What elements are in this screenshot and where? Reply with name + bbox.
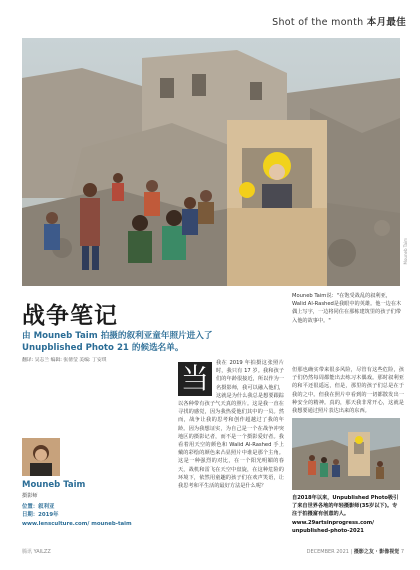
section-header <box>272 14 406 28</box>
secondary-photo-illustration <box>292 418 400 490</box>
author-avatar <box>22 438 60 476</box>
hero-illustration <box>22 38 400 286</box>
author-born: 日期：2019年 <box>22 512 59 519</box>
footer-left: 腾讯 YAILZZ <box>22 549 51 555</box>
article-subtitle: 由 Mouneb Taim 拍摄的叙利亚童年照片进入了 Unupblished Photo 21 的候选名单。 <box>22 331 213 353</box>
article-paragraph-1: 我在 2019 年拍摄这张照片时，我只有 17 岁。我和孩子们的年龄很接近，所以作为一名摄影师，我可以融入他们，这就是为什么我总是想要跟踪以各种带有孩子气天真的照片。这是我一直在寻找的感觉，因为我热爱他们其中的一员。然而，战争让我的思考和创作超越过了我的年龄。因为我想证实，为自己是一个在战争冲突地区的摄影记者，而不是一个摄影爱好者。我看着用天空的颜色和 Walid Al-Rashed 手上戴的彩绘的颜色来凸显照片中谁是那个主角。这是一种强烈的对比，在一个阳光明媚的春天，战机和雷飞在天空中盘旋，在这种危险的环境下，依然用童趣的孩子们在欢声笑语，让我思考和平生活的最好方法是什么呢？ <box>178 360 284 490</box>
footer-right: DECEMBER 2021 | 摄影之友 · 影像视觉 7 <box>306 549 404 555</box>
page-number: 7 <box>400 549 404 555</box>
article-title: 战争笔记 <box>22 302 118 329</box>
author-role: 摄影师 <box>22 493 38 499</box>
section-title-zh: 本月最佳 <box>366 17 406 28</box>
section-title-en: Shot of the month <box>272 17 364 28</box>
author-name: Mouneb Taim <box>22 480 86 490</box>
author-location: 位置：叙利亚 <box>22 504 55 510</box>
hero-photo <box>22 38 400 286</box>
hero-caption: Mouneb Taim说："在饱受战乱的叙利亚，Walid Al-Rashed是我眼中的英雄。他一边在木偶上写字，一边将同住在那栋建筑里的孩子们带入他的故事中。" <box>292 293 402 324</box>
footer-brand: 摄影之友 · 影像视觉 <box>353 549 400 555</box>
article-credits: 翻译: 吴志兰 编辑: 张倩莹 美编: 丁安琪 <box>22 358 107 363</box>
author-website[interactable]: www.lensculture.com/ mouneb-taim <box>22 520 132 527</box>
photo-credit-vertical: Mouneb Taim <box>403 238 408 265</box>
drop-cap: 当 <box>178 362 212 396</box>
secondary-caption: 自2018年以来，Unpublished Photo吸引了来自世界各地的年轻摄影师(35岁以下)。专注于拍摄富有创意的人。www.29artsinprogress.com/ unpublished-photo-2021 <box>292 495 399 534</box>
author-info <box>22 503 142 528</box>
footer-issue: DECEMBER 2021 <box>306 549 349 555</box>
author-avatar-illustration <box>22 438 60 476</box>
secondary-photo <box>292 418 400 490</box>
article-body-column-1 <box>178 359 284 490</box>
article-paragraph-2: 但那也确实带来很多风险，尽管有这些危险，孩子们仍然每周都能出去练习木偶戏。那时叙利亚的和平还很遥远，但是，那里的孩子们总是在于我的之中。但我在照片中看到的一切都散发出一种安全的精神。真的，那天我非常开心，这就是我想要通过照片表达出来的东西。 <box>292 367 404 415</box>
